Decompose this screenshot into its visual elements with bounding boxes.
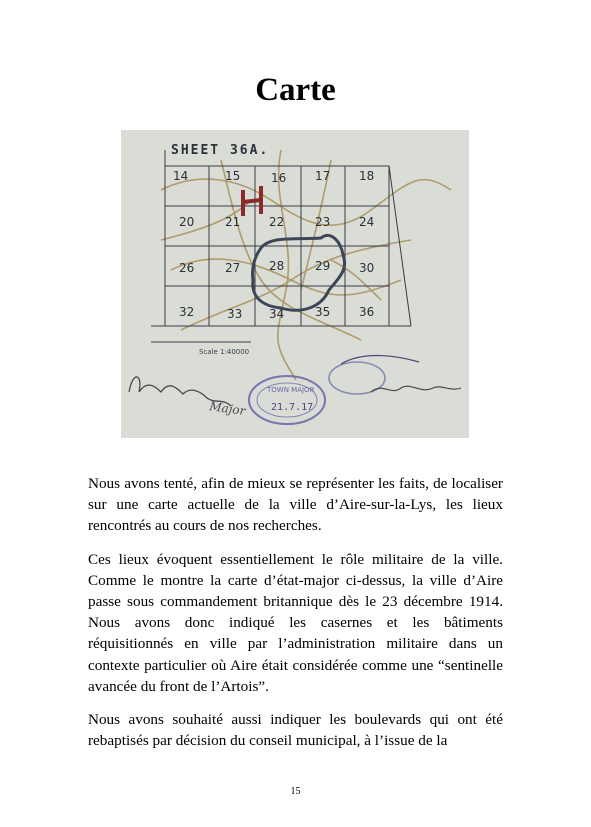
- grid-number: 15: [225, 169, 241, 183]
- stamp-date: 21.7.17: [271, 402, 314, 413]
- paragraph: Nous avons souhaité aussi indiquer les boulevards qui ont été rebaptisés par décision du conseil municipal, à l’issue de la: [88, 711, 503, 750]
- grid-number: 32: [179, 305, 195, 319]
- grid-number: 36: [359, 305, 375, 319]
- map-svg: [121, 130, 469, 438]
- grid-number: 33: [227, 307, 243, 321]
- grid-number: 35: [315, 305, 331, 319]
- grid-number: 27: [225, 261, 241, 275]
- body-text: [88, 473, 503, 763]
- grid-number: 24: [359, 215, 375, 229]
- page-number: 15: [290, 786, 301, 797]
- stamp-title: TOWN MAJOR: [267, 386, 315, 394]
- grid-number: 14: [173, 169, 189, 183]
- map-sheet-label: SHEET 36A.: [171, 143, 270, 158]
- grid-number: 22: [269, 215, 285, 229]
- map-scale-label: Scale 1:40000: [199, 348, 250, 356]
- grid-number: 20: [179, 215, 195, 229]
- grid-number: 26: [179, 261, 195, 275]
- grid-number: 28: [269, 259, 285, 273]
- grid-number: 23: [315, 215, 331, 229]
- grid-number: 30: [359, 261, 375, 275]
- military-map-image: [121, 130, 469, 438]
- grid-number: 18: [359, 169, 375, 183]
- grid-number: 29: [315, 259, 331, 273]
- paragraph: Ces lieux évoquent essentiellement le rôle militaire de la ville. Comme le montre la carte d’état-major ci-dessus, la ville d’Aire passe sous commandement britannique dès le 23 décembre 1914. Nous avons donc indiqué les casernes et les bâtiments réquisitionnés en ville par l’administration militaire dans un contexte particulier où Aire était considérée comme une “sentinelle avancée du front de l’Artois”.: [88, 550, 503, 695]
- grid-number: 34: [269, 307, 285, 321]
- grid-number: 17: [315, 169, 331, 183]
- page-title: Carte: [255, 72, 336, 108]
- major-signature-text: Major: [208, 399, 247, 418]
- grid-number: 16: [271, 171, 287, 185]
- grid-number: 21: [225, 215, 241, 229]
- paragraph: Nous avons tenté, afin de mieux se représenter les faits, de localiser sur une carte actuelle de la ville d’Aire-sur-la-Lys, les lieux rencontrés au cours de nos recherches.: [88, 475, 503, 535]
